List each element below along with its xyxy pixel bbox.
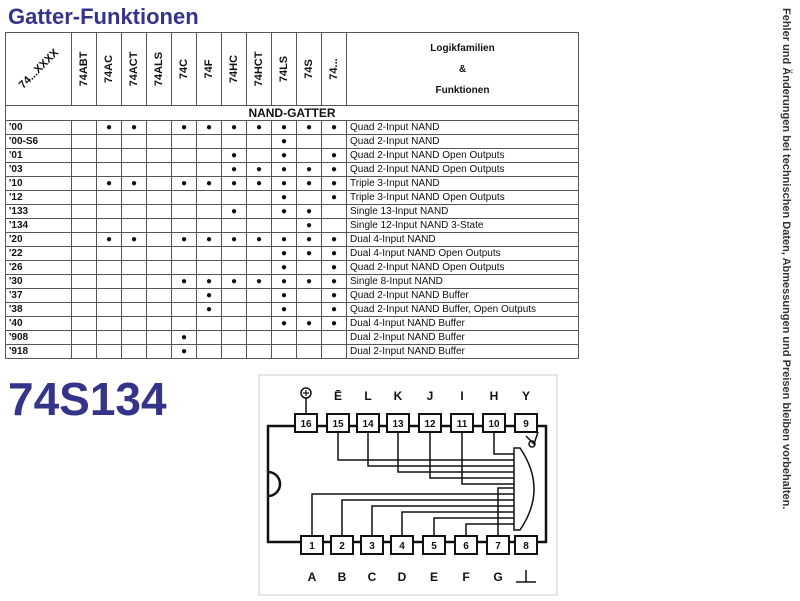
empty-cell xyxy=(122,219,147,233)
empty-cell xyxy=(247,149,272,163)
empty-cell xyxy=(122,149,147,163)
table-row xyxy=(6,261,579,275)
empty-cell xyxy=(197,261,222,275)
availability-dot: ● xyxy=(197,121,222,135)
empty-cell xyxy=(172,149,197,163)
function-cell: Dual 4-Input NAND xyxy=(347,233,579,247)
pin-label: F xyxy=(462,570,470,584)
empty-cell xyxy=(197,317,222,331)
empty-cell xyxy=(147,233,172,247)
empty-cell xyxy=(222,261,247,275)
function-cell: Quad 2-Input NAND xyxy=(347,121,579,135)
empty-cell xyxy=(72,191,97,205)
availability-dot: ● xyxy=(297,233,322,247)
empty-cell xyxy=(147,191,172,205)
pin-number: 12 xyxy=(424,419,436,430)
empty-cell xyxy=(322,345,347,359)
empty-cell xyxy=(197,331,222,345)
table-row xyxy=(6,149,579,163)
pin-number: 4 xyxy=(399,541,405,552)
empty-cell xyxy=(97,205,122,219)
empty-cell xyxy=(122,345,147,359)
empty-cell xyxy=(247,205,272,219)
function-cell: Quad 2-Input NAND xyxy=(347,135,579,149)
pin-number: 7 xyxy=(495,541,501,552)
function-cell: Quad 2-Input NAND Buffer xyxy=(347,289,579,303)
empty-cell xyxy=(172,191,197,205)
availability-dot: ● xyxy=(322,177,347,191)
pinout-svg xyxy=(258,374,558,596)
function-cell: Quad 2-Input NAND Open Outputs xyxy=(347,261,579,275)
empty-cell xyxy=(322,205,347,219)
family-header: 74F xyxy=(197,33,222,106)
empty-cell xyxy=(122,247,147,261)
empty-cell xyxy=(247,191,272,205)
empty-cell xyxy=(97,135,122,149)
empty-cell xyxy=(172,163,197,177)
family-header: 74... xyxy=(322,33,347,106)
availability-dot: ● xyxy=(297,177,322,191)
availability-dot: ● xyxy=(222,205,247,219)
empty-cell xyxy=(197,345,222,359)
availability-dot: ● xyxy=(297,121,322,135)
availability-dot: ● xyxy=(247,177,272,191)
availability-dot: ● xyxy=(172,177,197,191)
empty-cell xyxy=(172,289,197,303)
empty-cell xyxy=(147,121,172,135)
empty-cell xyxy=(272,219,297,233)
family-header: 74AC xyxy=(97,33,122,106)
empty-cell xyxy=(72,177,97,191)
type-cell: '38 xyxy=(6,303,72,317)
table-row xyxy=(6,303,579,317)
empty-cell xyxy=(72,317,97,331)
type-cell: '20 xyxy=(6,233,72,247)
type-cell: '03 xyxy=(6,163,72,177)
family-header: 74ACT xyxy=(122,33,147,106)
empty-cell xyxy=(272,345,297,359)
availability-dot: ● xyxy=(172,121,197,135)
pin-number: 8 xyxy=(523,541,529,552)
availability-dot: ● xyxy=(297,163,322,177)
empty-cell xyxy=(97,331,122,345)
empty-cell xyxy=(147,163,172,177)
empty-cell xyxy=(297,261,322,275)
empty-cell xyxy=(122,317,147,331)
empty-cell xyxy=(122,289,147,303)
availability-dot: ● xyxy=(297,275,322,289)
availability-dot: ● xyxy=(197,233,222,247)
table-row xyxy=(6,247,579,261)
availability-dot: ● xyxy=(247,163,272,177)
function-cell: Triple 3-Input NAND Open Outputs xyxy=(347,191,579,205)
empty-cell xyxy=(247,247,272,261)
availability-dot: ● xyxy=(272,303,297,317)
empty-cell xyxy=(297,303,322,317)
availability-dot: ● xyxy=(197,177,222,191)
family-header: 74C xyxy=(172,33,197,106)
empty-cell xyxy=(172,219,197,233)
family-header: 74HCT xyxy=(247,33,272,106)
table-row xyxy=(6,205,579,219)
availability-dot: ● xyxy=(322,191,347,205)
empty-cell xyxy=(72,261,97,275)
availability-dot: ● xyxy=(272,289,297,303)
family-header: 74S xyxy=(297,33,322,106)
empty-cell xyxy=(222,345,247,359)
empty-cell xyxy=(147,149,172,163)
function-cell: Single 12-Input NAND 3-State xyxy=(347,219,579,233)
availability-dot: ● xyxy=(247,233,272,247)
pin-number: 11 xyxy=(456,419,468,430)
empty-cell xyxy=(97,149,122,163)
empty-cell xyxy=(122,261,147,275)
function-cell: Single 13-Input NAND xyxy=(347,205,579,219)
empty-cell xyxy=(97,163,122,177)
function-cell: Dual 4-Input NAND Open Outputs xyxy=(347,247,579,261)
pin-number: 5 xyxy=(431,541,437,552)
availability-dot: ● xyxy=(322,303,347,317)
empty-cell xyxy=(147,219,172,233)
pin-number: 14 xyxy=(362,419,374,430)
empty-cell xyxy=(222,303,247,317)
header-row xyxy=(6,33,579,106)
availability-dot: ● xyxy=(322,317,347,331)
empty-cell xyxy=(222,135,247,149)
empty-cell xyxy=(72,289,97,303)
empty-cell xyxy=(97,289,122,303)
empty-cell xyxy=(147,135,172,149)
type-cell: '12 xyxy=(6,191,72,205)
availability-dot: ● xyxy=(272,233,297,247)
function-cell: Dual 2-Input NAND Buffer xyxy=(347,345,579,359)
empty-cell xyxy=(72,121,97,135)
empty-cell xyxy=(72,331,97,345)
empty-cell xyxy=(72,219,97,233)
empty-cell xyxy=(147,275,172,289)
availability-dot: ● xyxy=(272,205,297,219)
pin-number: 16 xyxy=(300,419,312,430)
table-row xyxy=(6,345,579,359)
availability-dot: ● xyxy=(172,345,197,359)
empty-cell xyxy=(72,345,97,359)
availability-dot: ● xyxy=(272,121,297,135)
empty-cell xyxy=(297,345,322,359)
empty-cell xyxy=(97,247,122,261)
function-header-line: Funktionen xyxy=(435,84,490,96)
table-row xyxy=(6,121,579,135)
function-cell: Triple 3-Input NAND xyxy=(347,177,579,191)
empty-cell xyxy=(122,205,147,219)
availability-dot: ● xyxy=(272,149,297,163)
family-header: 74LS xyxy=(272,33,297,106)
availability-dot: ● xyxy=(322,233,347,247)
gate-rows xyxy=(6,121,579,359)
empty-cell xyxy=(147,317,172,331)
empty-cell xyxy=(97,275,122,289)
pin-label: K xyxy=(393,389,403,403)
availability-dot: ● xyxy=(172,233,197,247)
empty-cell xyxy=(322,219,347,233)
empty-cell xyxy=(272,331,297,345)
availability-dot: ● xyxy=(222,163,247,177)
availability-dot: ● xyxy=(197,275,222,289)
availability-dot: ● xyxy=(247,121,272,135)
table-row xyxy=(6,331,579,345)
empty-cell xyxy=(197,163,222,177)
pin-label: H xyxy=(489,389,499,403)
availability-dot: ● xyxy=(222,233,247,247)
table-row xyxy=(6,233,579,247)
pin-number: 13 xyxy=(392,419,404,430)
pin-number: 15 xyxy=(332,419,344,430)
empty-cell xyxy=(222,289,247,303)
availability-dot: ● xyxy=(272,135,297,149)
table-row xyxy=(6,163,579,177)
empty-cell xyxy=(197,149,222,163)
availability-dot: ● xyxy=(172,275,197,289)
type-cell: '908 xyxy=(6,331,72,345)
empty-cell xyxy=(122,303,147,317)
availability-dot: ● xyxy=(322,163,347,177)
pin-label: Ē xyxy=(333,389,343,403)
family-header: 74ALS xyxy=(147,33,172,106)
pin-number: 10 xyxy=(488,419,500,430)
availability-dot: ● xyxy=(272,275,297,289)
availability-dot: ● xyxy=(122,121,147,135)
table-row xyxy=(6,191,579,205)
pin-number: 2 xyxy=(339,541,345,552)
function-header-line: & xyxy=(458,63,467,75)
function-cell: Quad 2-Input NAND Buffer, Open Outputs xyxy=(347,303,579,317)
type-cell: '134 xyxy=(6,219,72,233)
empty-cell xyxy=(222,331,247,345)
empty-cell xyxy=(247,135,272,149)
page-title: Gatter-Funktionen xyxy=(8,4,199,29)
pin-label: J xyxy=(426,389,434,403)
empty-cell xyxy=(172,205,197,219)
table-row xyxy=(6,135,579,149)
empty-cell xyxy=(97,191,122,205)
empty-cell xyxy=(72,275,97,289)
function-header-line: Logikfamilien xyxy=(430,42,495,54)
empty-cell xyxy=(122,163,147,177)
empty-cell xyxy=(72,163,97,177)
disclaimer-text: Fehler und Änderungen bei technischen Daten, Abmessungen und Preisen bleiben vorbehalten. xyxy=(780,8,792,510)
function-cell: Dual 4-Input NAND Buffer xyxy=(347,317,579,331)
empty-cell xyxy=(147,205,172,219)
pin-number: 9 xyxy=(523,419,529,430)
pin-label: C xyxy=(367,570,377,584)
empty-cell xyxy=(322,135,347,149)
empty-cell xyxy=(97,303,122,317)
family-header: 74ABT xyxy=(72,33,97,106)
type-cell: '37 xyxy=(6,289,72,303)
pin-label: B xyxy=(337,570,347,584)
empty-cell xyxy=(197,135,222,149)
type-cell: '40 xyxy=(6,317,72,331)
function-cell: Single 8-Input NAND xyxy=(347,275,579,289)
type-cell: '918 xyxy=(6,345,72,359)
pin-label: D xyxy=(397,570,407,584)
empty-cell xyxy=(97,261,122,275)
pin-number: 3 xyxy=(369,541,375,552)
empty-cell xyxy=(172,303,197,317)
empty-cell xyxy=(97,219,122,233)
empty-cell xyxy=(247,219,272,233)
availability-dot: ● xyxy=(322,261,347,275)
empty-cell xyxy=(297,135,322,149)
section-heading: NAND-GATTER xyxy=(6,106,579,121)
family-header: 74HC xyxy=(222,33,247,106)
empty-cell xyxy=(172,261,197,275)
empty-cell xyxy=(247,303,272,317)
gate-function-table xyxy=(5,32,579,359)
empty-cell xyxy=(172,247,197,261)
empty-cell xyxy=(197,205,222,219)
empty-cell xyxy=(147,289,172,303)
availability-dot: ● xyxy=(222,177,247,191)
empty-cell xyxy=(297,289,322,303)
availability-dot: ● xyxy=(222,275,247,289)
pin-number: 6 xyxy=(463,541,469,552)
empty-cell xyxy=(222,191,247,205)
availability-dot: ● xyxy=(172,331,197,345)
empty-cell xyxy=(297,331,322,345)
availability-dot: ● xyxy=(97,121,122,135)
empty-cell xyxy=(172,317,197,331)
type-cell: '00 xyxy=(6,121,72,135)
empty-cell xyxy=(222,247,247,261)
availability-dot: ● xyxy=(272,247,297,261)
empty-cell xyxy=(72,135,97,149)
empty-cell xyxy=(72,303,97,317)
availability-dot: ● xyxy=(272,177,297,191)
empty-cell xyxy=(147,177,172,191)
pin-label: L xyxy=(364,389,372,403)
empty-cell xyxy=(122,331,147,345)
empty-cell xyxy=(72,233,97,247)
table-row xyxy=(6,317,579,331)
empty-cell xyxy=(122,191,147,205)
type-cell: '01 xyxy=(6,149,72,163)
pin-label: A xyxy=(307,570,317,584)
empty-cell xyxy=(72,149,97,163)
function-cell: Dual 2-Input NAND Buffer xyxy=(347,331,579,345)
availability-dot: ● xyxy=(322,275,347,289)
function-column-header xyxy=(347,33,579,106)
type-cell: '30 xyxy=(6,275,72,289)
availability-dot: ● xyxy=(247,275,272,289)
empty-cell xyxy=(297,191,322,205)
table-row xyxy=(6,289,579,303)
empty-cell xyxy=(147,331,172,345)
type-cell: '10 xyxy=(6,177,72,191)
empty-cell xyxy=(247,331,272,345)
empty-cell xyxy=(172,135,197,149)
chip-pinout-diagram xyxy=(258,374,558,596)
availability-dot: ● xyxy=(322,247,347,261)
availability-dot: ● xyxy=(122,177,147,191)
empty-cell xyxy=(247,345,272,359)
empty-cell xyxy=(247,289,272,303)
type-cell: '00-S6 xyxy=(6,135,72,149)
availability-dot: ● xyxy=(197,289,222,303)
availability-dot: ● xyxy=(97,233,122,247)
empty-cell xyxy=(197,219,222,233)
part-number: 74S134 xyxy=(8,373,167,425)
section-row xyxy=(6,106,579,121)
pin-label: Y xyxy=(521,389,531,403)
table-row xyxy=(6,177,579,191)
type-cell: '26 xyxy=(6,261,72,275)
pin-label: E xyxy=(429,570,439,584)
empty-cell xyxy=(222,219,247,233)
table-row xyxy=(6,275,579,289)
empty-cell xyxy=(222,317,247,331)
availability-dot: ● xyxy=(297,247,322,261)
empty-cell xyxy=(147,303,172,317)
pin-number: 1 xyxy=(309,541,315,552)
availability-dot: ● xyxy=(297,205,322,219)
empty-cell xyxy=(147,345,172,359)
empty-cell xyxy=(297,149,322,163)
availability-dot: ● xyxy=(272,317,297,331)
availability-dot: ● xyxy=(297,317,322,331)
empty-cell xyxy=(147,247,172,261)
availability-dot: ● xyxy=(222,149,247,163)
empty-cell xyxy=(97,317,122,331)
empty-cell xyxy=(247,317,272,331)
empty-cell xyxy=(197,247,222,261)
availability-dot: ● xyxy=(297,219,322,233)
type-cell: '133 xyxy=(6,205,72,219)
empty-cell xyxy=(197,191,222,205)
empty-cell xyxy=(122,135,147,149)
availability-dot: ● xyxy=(197,303,222,317)
availability-dot: ● xyxy=(322,149,347,163)
function-cell: Quad 2-Input NAND Open Outputs xyxy=(347,163,579,177)
type-column-header: 74...XXXX xyxy=(6,33,72,106)
availability-dot: ● xyxy=(222,121,247,135)
function-cell: Quad 2-Input NAND Open Outputs xyxy=(347,149,579,163)
availability-dot: ● xyxy=(272,191,297,205)
availability-dot: ● xyxy=(122,233,147,247)
table-row xyxy=(6,219,579,233)
empty-cell xyxy=(72,247,97,261)
empty-cell xyxy=(322,331,347,345)
empty-cell xyxy=(122,275,147,289)
availability-dot: ● xyxy=(322,121,347,135)
availability-dot: ● xyxy=(97,177,122,191)
empty-cell xyxy=(147,261,172,275)
empty-cell xyxy=(97,345,122,359)
pin-label: I xyxy=(460,389,464,403)
type-cell: '22 xyxy=(6,247,72,261)
pin-label: G xyxy=(493,570,503,584)
availability-dot: ● xyxy=(272,261,297,275)
empty-cell xyxy=(72,205,97,219)
availability-dot: ● xyxy=(322,289,347,303)
side-note xyxy=(770,8,798,593)
availability-dot: ● xyxy=(272,163,297,177)
empty-cell xyxy=(247,261,272,275)
